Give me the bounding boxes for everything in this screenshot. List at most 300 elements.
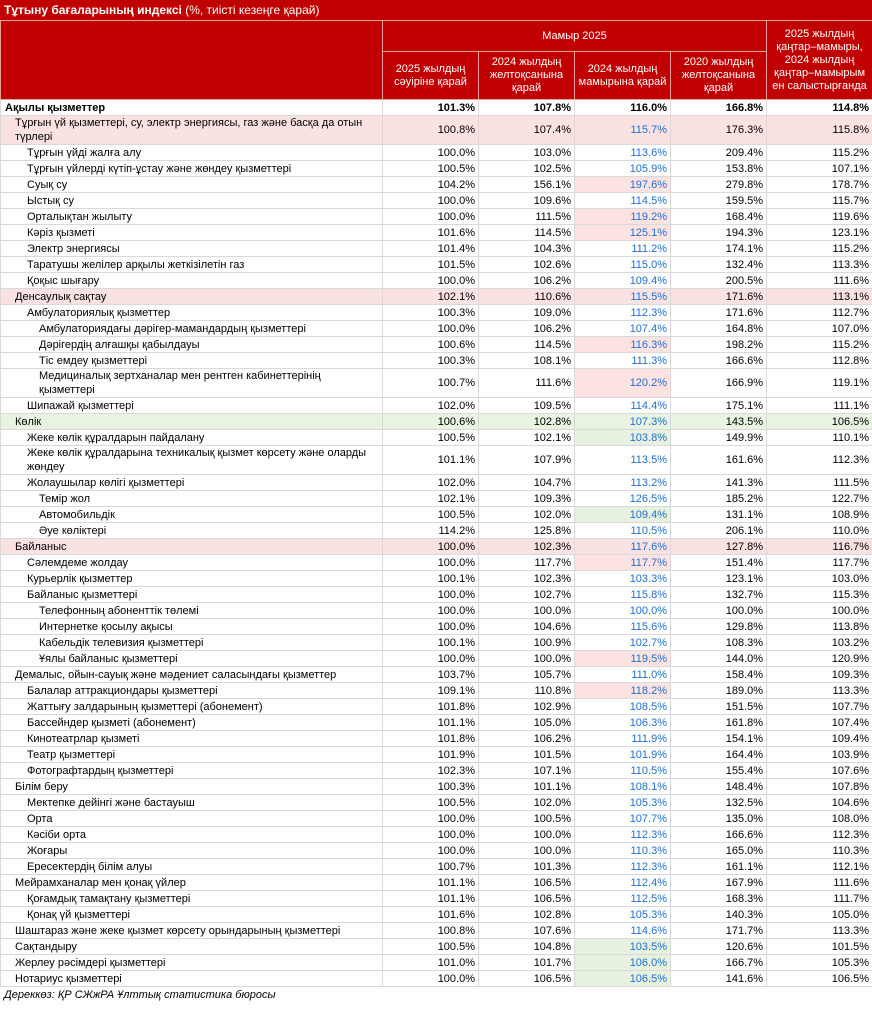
row-label: Курьерлік қызметтер (1, 571, 383, 587)
row-value-1: 114.2% (383, 523, 479, 539)
row-label: Жерлеу рәсімдері қызметтері (1, 955, 383, 971)
row-value-4: 131.1% (671, 507, 767, 523)
row-value-3: 101.9% (575, 747, 671, 763)
row-value-3: 117.7% (575, 555, 671, 571)
row-label: Қоқыс шығару (1, 273, 383, 289)
row-value-1: 100.8% (383, 923, 479, 939)
row-value-1: 101.1% (383, 715, 479, 731)
row-label: Жоғары (1, 843, 383, 859)
row-value-1: 100.5% (383, 939, 479, 955)
row-value-1: 100.1% (383, 635, 479, 651)
row-value-5: 111.1% (767, 398, 872, 414)
row-value-3: 117.6% (575, 539, 671, 555)
row-value-3: 111.3% (575, 353, 671, 369)
row-value-2: 111.6% (479, 369, 575, 398)
row-value-1: 100.0% (383, 811, 479, 827)
row-value-5: 108.0% (767, 811, 872, 827)
row-label: Білім беру (1, 779, 383, 795)
row-value-5: 103.9% (767, 747, 872, 763)
row-value-1: 102.0% (383, 398, 479, 414)
row-value-4: 132.4% (671, 257, 767, 273)
row-value-5: 107.0% (767, 321, 872, 337)
row-label: Тұрғын үйді жалға алу (1, 145, 383, 161)
row-value-3: 105.3% (575, 907, 671, 923)
row-value-2: 125.8% (479, 523, 575, 539)
row-value-2: 103.0% (479, 145, 575, 161)
row-value-2: 104.7% (479, 475, 575, 491)
row-value-2: 102.0% (479, 507, 575, 523)
row-value-1: 100.5% (383, 161, 479, 177)
row-value-3: 112.3% (575, 827, 671, 843)
table-row (1, 225, 872, 241)
table-row (1, 891, 872, 907)
row-value-1: 100.5% (383, 795, 479, 811)
row-value-4: 194.3% (671, 225, 767, 241)
row-value-4: 100.0% (671, 603, 767, 619)
row-label: Темір жол (1, 491, 383, 507)
table-row (1, 161, 872, 177)
row-value-1: 100.6% (383, 414, 479, 430)
row-value-3: 113.2% (575, 475, 671, 491)
row-value-3: 105.3% (575, 795, 671, 811)
row-value-3: 110.3% (575, 843, 671, 859)
row-label: Суық су (1, 177, 383, 193)
row-value-2: 100.0% (479, 651, 575, 667)
row-value-3: 113.6% (575, 145, 671, 161)
row-value-4: 135.0% (671, 811, 767, 827)
row-value-3: 119.2% (575, 209, 671, 225)
row-label: Театр қызметтері (1, 747, 383, 763)
row-value-5: 112.8% (767, 353, 872, 369)
row-value-3: 114.4% (575, 398, 671, 414)
row-value-3: 103.5% (575, 939, 671, 955)
row-value-2: 106.2% (479, 273, 575, 289)
row-value-1: 101.3% (383, 100, 479, 116)
row-label: Ұялы байланыс қызметтері (1, 651, 383, 667)
row-value-5: 113.1% (767, 289, 872, 305)
header-last: 2025 жылдың қаңтар–мамыры, 2024 жылдың қаңтар–мамырым ен салыстырғанда (767, 21, 872, 100)
row-value-1: 102.3% (383, 763, 479, 779)
row-value-2: 100.0% (479, 827, 575, 843)
row-value-4: 132.5% (671, 795, 767, 811)
row-value-1: 102.0% (383, 475, 479, 491)
row-label: Қоғамдық тамақтану қызметтері (1, 891, 383, 907)
row-value-1: 100.0% (383, 193, 479, 209)
row-value-1: 100.5% (383, 430, 479, 446)
row-value-4: 149.9% (671, 430, 767, 446)
table-row (1, 619, 872, 635)
row-value-3: 113.5% (575, 446, 671, 475)
row-value-1: 100.1% (383, 571, 479, 587)
row-value-2: 102.1% (479, 430, 575, 446)
row-value-4: 143.5% (671, 414, 767, 430)
row-value-3: 118.2% (575, 683, 671, 699)
table-row (1, 116, 872, 145)
table-row (1, 955, 872, 971)
row-value-2: 110.6% (479, 289, 575, 305)
row-value-2: 100.5% (479, 811, 575, 827)
row-value-3: 110.5% (575, 523, 671, 539)
row-value-3: 115.7% (575, 116, 671, 145)
row-value-5: 103.2% (767, 635, 872, 651)
row-value-2: 102.3% (479, 571, 575, 587)
row-value-1: 101.1% (383, 891, 479, 907)
row-value-2: 100.0% (479, 603, 575, 619)
row-value-4: 166.6% (671, 827, 767, 843)
table-row (1, 683, 872, 699)
row-value-4: 166.6% (671, 353, 767, 369)
row-value-3: 115.6% (575, 619, 671, 635)
table-row (1, 398, 872, 414)
row-value-5: 178.7% (767, 177, 872, 193)
row-value-3: 105.9% (575, 161, 671, 177)
row-value-2: 106.5% (479, 971, 575, 987)
table-row (1, 491, 872, 507)
row-value-3: 125.1% (575, 225, 671, 241)
table-row (1, 430, 872, 446)
row-value-2: 114.5% (479, 337, 575, 353)
row-value-3: 106.5% (575, 971, 671, 987)
row-value-2: 102.9% (479, 699, 575, 715)
row-value-5: 111.5% (767, 475, 872, 491)
row-label: Интернетке қосылу ақысы (1, 619, 383, 635)
table-row (1, 747, 872, 763)
row-value-5: 115.7% (767, 193, 872, 209)
row-value-2: 109.5% (479, 398, 575, 414)
row-value-2: 101.7% (479, 955, 575, 971)
row-label: Жеке көлік құралдарын пайдалану (1, 430, 383, 446)
row-label: Кәсіби орта (1, 827, 383, 843)
table-row (1, 446, 872, 475)
row-value-5: 119.6% (767, 209, 872, 225)
row-value-4: 171.7% (671, 923, 767, 939)
row-value-5: 110.0% (767, 523, 872, 539)
row-value-5: 103.0% (767, 571, 872, 587)
table-row (1, 273, 872, 289)
table-row (1, 507, 872, 523)
row-label: Ақылы қызметтер (1, 100, 383, 116)
row-value-2: 105.7% (479, 667, 575, 683)
row-label: Кинотеатрлар қызметі (1, 731, 383, 747)
row-value-3: 112.5% (575, 891, 671, 907)
table-row (1, 843, 872, 859)
table-row (1, 715, 872, 731)
row-value-1: 104.2% (383, 177, 479, 193)
row-value-3: 114.5% (575, 193, 671, 209)
row-value-4: 140.3% (671, 907, 767, 923)
row-value-1: 100.0% (383, 209, 479, 225)
row-value-5: 111.7% (767, 891, 872, 907)
table-row (1, 523, 872, 539)
row-value-2: 100.9% (479, 635, 575, 651)
row-value-5: 107.8% (767, 779, 872, 795)
row-value-1: 100.0% (383, 971, 479, 987)
row-value-4: 132.7% (671, 587, 767, 603)
row-value-5: 108.9% (767, 507, 872, 523)
row-value-2: 106.5% (479, 891, 575, 907)
header-col-2: 2024 жылдың желтоқсанына қарай (479, 52, 575, 100)
row-value-5: 115.2% (767, 337, 872, 353)
row-value-5: 115.2% (767, 145, 872, 161)
row-label: Тұрғын үйлерді күтіп-ұстау және жөндеу қызметтері (1, 161, 383, 177)
row-value-4: 161.1% (671, 859, 767, 875)
row-value-3: 111.2% (575, 241, 671, 257)
row-value-4: 161.8% (671, 715, 767, 731)
row-value-2: 109.0% (479, 305, 575, 321)
table-row (1, 939, 872, 955)
row-value-5: 116.7% (767, 539, 872, 555)
row-value-2: 104.6% (479, 619, 575, 635)
row-label: Кәріз қызметі (1, 225, 383, 241)
row-value-4: 166.8% (671, 100, 767, 116)
row-label: Таратушы желілер арқылы жеткізілетін газ (1, 257, 383, 273)
table-row (1, 257, 872, 273)
row-value-5: 115.2% (767, 241, 872, 257)
row-value-5: 112.7% (767, 305, 872, 321)
row-value-2: 100.0% (479, 843, 575, 859)
header-col-1: 2025 жылдың сәуіріне қарай (383, 52, 479, 100)
row-value-5: 112.3% (767, 827, 872, 843)
row-value-2: 101.5% (479, 747, 575, 763)
row-value-1: 102.1% (383, 289, 479, 305)
row-value-3: 108.5% (575, 699, 671, 715)
row-value-4: 279.8% (671, 177, 767, 193)
table-row (1, 193, 872, 209)
table-row (1, 475, 872, 491)
row-value-1: 100.3% (383, 353, 479, 369)
table-row (1, 795, 872, 811)
row-label: Жолаушылар көлігі қызметтері (1, 475, 383, 491)
row-label: Байланыс қызметтері (1, 587, 383, 603)
table-row (1, 241, 872, 257)
row-value-2: 104.8% (479, 939, 575, 955)
row-value-2: 102.8% (479, 907, 575, 923)
table-row (1, 289, 872, 305)
row-value-4: 148.4% (671, 779, 767, 795)
row-value-1: 100.5% (383, 507, 479, 523)
row-value-4: 161.6% (671, 446, 767, 475)
title-main: Тұтыну бағаларының индексі (4, 3, 182, 17)
row-label: Бассейндер қызметі (абонемент) (1, 715, 383, 731)
row-label: Тіс емдеу қызметтері (1, 353, 383, 369)
table-row (1, 971, 872, 987)
table-row (1, 321, 872, 337)
row-value-4: 151.4% (671, 555, 767, 571)
row-value-1: 100.0% (383, 603, 479, 619)
row-value-1: 100.0% (383, 619, 479, 635)
row-value-5: 115.3% (767, 587, 872, 603)
row-value-4: 166.9% (671, 369, 767, 398)
row-value-1: 100.7% (383, 369, 479, 398)
row-label: Нотариус қызметтері (1, 971, 383, 987)
row-value-5: 107.7% (767, 699, 872, 715)
row-value-5: 123.1% (767, 225, 872, 241)
row-value-5: 120.9% (767, 651, 872, 667)
row-value-1: 100.0% (383, 843, 479, 859)
table-row (1, 635, 872, 651)
row-value-3: 119.5% (575, 651, 671, 667)
table-row (1, 811, 872, 827)
row-value-5: 107.6% (767, 763, 872, 779)
row-value-1: 100.3% (383, 305, 479, 321)
table-row (1, 667, 872, 683)
row-label: Амбулаториядағы дәрігер-мамандардың қызметтері (1, 321, 383, 337)
row-value-5: 114.8% (767, 100, 872, 116)
row-value-5: 107.4% (767, 715, 872, 731)
table-row (1, 571, 872, 587)
table-row (1, 414, 872, 430)
row-value-5: 100.0% (767, 603, 872, 619)
row-value-2: 110.8% (479, 683, 575, 699)
row-value-3: 107.3% (575, 414, 671, 430)
row-value-4: 153.8% (671, 161, 767, 177)
row-label: Ыстық су (1, 193, 383, 209)
row-value-2: 109.6% (479, 193, 575, 209)
row-value-3: 103.8% (575, 430, 671, 446)
row-value-3: 100.0% (575, 603, 671, 619)
row-value-2: 106.5% (479, 875, 575, 891)
table-row (1, 699, 872, 715)
row-value-3: 108.1% (575, 779, 671, 795)
row-value-4: 165.0% (671, 843, 767, 859)
header-blank (1, 21, 383, 100)
row-value-3: 112.3% (575, 305, 671, 321)
row-value-4: 168.3% (671, 891, 767, 907)
row-value-1: 100.6% (383, 337, 479, 353)
row-value-4: 141.3% (671, 475, 767, 491)
row-value-1: 101.8% (383, 731, 479, 747)
row-value-1: 100.8% (383, 116, 479, 145)
row-value-2: 106.2% (479, 321, 575, 337)
row-value-4: 108.3% (671, 635, 767, 651)
source-note: Дереккөз: ҚР СЖжРА Ұлттық статистика бюросы (4, 989, 276, 1001)
row-label: Балалар аттракциондары қызметтері (1, 683, 383, 699)
row-value-2: 106.2% (479, 731, 575, 747)
title-sub: (%, тиісті кезеңге қарай) (181, 3, 320, 17)
table-row (1, 587, 872, 603)
row-label: Көлік (1, 414, 383, 430)
row-value-4: 171.6% (671, 289, 767, 305)
table-row (1, 779, 872, 795)
row-label: Байланыс (1, 539, 383, 555)
row-label: Демалыс, ойын-сауық және мәдениет саласындағы қызметтер (1, 667, 383, 683)
row-value-3: 112.4% (575, 875, 671, 891)
row-value-1: 101.6% (383, 225, 479, 241)
row-value-4: 151.5% (671, 699, 767, 715)
row-value-3: 106.3% (575, 715, 671, 731)
row-value-4: 174.1% (671, 241, 767, 257)
table-row (1, 100, 872, 116)
cpi-table (0, 20, 872, 987)
row-value-2: 117.7% (479, 555, 575, 571)
row-value-3: 107.4% (575, 321, 671, 337)
row-value-2: 102.3% (479, 539, 575, 555)
row-value-5: 110.3% (767, 843, 872, 859)
row-value-4: 206.1% (671, 523, 767, 539)
row-label: Амбулаториялық қызметтер (1, 305, 383, 321)
row-value-2: 102.8% (479, 414, 575, 430)
row-value-5: 104.6% (767, 795, 872, 811)
row-value-5: 106.5% (767, 414, 872, 430)
header-group: Мамыр 2025 (383, 21, 767, 52)
row-value-3: 106.0% (575, 955, 671, 971)
row-value-2: 102.6% (479, 257, 575, 273)
row-label: Орта (1, 811, 383, 827)
row-value-1: 109.1% (383, 683, 479, 699)
row-value-1: 101.0% (383, 955, 479, 971)
row-value-1: 100.0% (383, 587, 479, 603)
row-value-3: 111.9% (575, 731, 671, 747)
table-row (1, 353, 872, 369)
row-value-2: 102.5% (479, 161, 575, 177)
table-row (1, 875, 872, 891)
table-title (0, 0, 872, 20)
table-row (1, 859, 872, 875)
row-value-1: 101.8% (383, 699, 479, 715)
row-label: Денсаулық сақтау (1, 289, 383, 305)
table-row (1, 651, 872, 667)
row-value-3: 115.0% (575, 257, 671, 273)
row-value-2: 104.3% (479, 241, 575, 257)
row-value-5: 111.6% (767, 875, 872, 891)
row-value-3: 197.6% (575, 177, 671, 193)
row-value-1: 100.0% (383, 539, 479, 555)
row-value-3: 109.4% (575, 273, 671, 289)
row-label: Орталықтан жылыту (1, 209, 383, 225)
row-value-4: 171.6% (671, 305, 767, 321)
row-value-4: 164.8% (671, 321, 767, 337)
row-value-5: 119.1% (767, 369, 872, 398)
row-value-3: 116.3% (575, 337, 671, 353)
row-label: Сақтандыру (1, 939, 383, 955)
row-value-2: 114.5% (479, 225, 575, 241)
row-value-5: 117.7% (767, 555, 872, 571)
row-label: Әуе көліктері (1, 523, 383, 539)
row-label: Фотографтардың қызметтері (1, 763, 383, 779)
row-value-4: 185.2% (671, 491, 767, 507)
table-row (1, 907, 872, 923)
row-value-5: 112.1% (767, 859, 872, 875)
row-value-3: 102.7% (575, 635, 671, 651)
row-label: Электр энергиясы (1, 241, 383, 257)
row-value-2: 105.0% (479, 715, 575, 731)
row-value-4: 167.9% (671, 875, 767, 891)
row-value-3: 110.5% (575, 763, 671, 779)
row-label: Шипажай қызметтері (1, 398, 383, 414)
row-value-1: 101.9% (383, 747, 479, 763)
row-value-5: 115.8% (767, 116, 872, 145)
row-value-3: 115.5% (575, 289, 671, 305)
row-label: Медициналық зертханалар мен рентген кабинеттерінің қызметтері (1, 369, 383, 398)
row-value-3: 116.0% (575, 100, 671, 116)
row-value-4: 166.7% (671, 955, 767, 971)
row-value-5: 109.4% (767, 731, 872, 747)
row-value-1: 100.0% (383, 321, 479, 337)
row-value-1: 101.5% (383, 257, 479, 273)
table-row (1, 209, 872, 225)
table-row (1, 923, 872, 939)
row-value-2: 101.3% (479, 859, 575, 875)
row-value-3: 107.7% (575, 811, 671, 827)
row-value-3: 109.4% (575, 507, 671, 523)
row-value-4: 120.6% (671, 939, 767, 955)
row-value-4: 129.8% (671, 619, 767, 635)
row-value-5: 101.5% (767, 939, 872, 955)
header-col-3: 2024 жылдың мамырына қарай (575, 52, 671, 100)
table-row (1, 145, 872, 161)
row-value-1: 101.1% (383, 875, 479, 891)
row-value-2: 102.7% (479, 587, 575, 603)
